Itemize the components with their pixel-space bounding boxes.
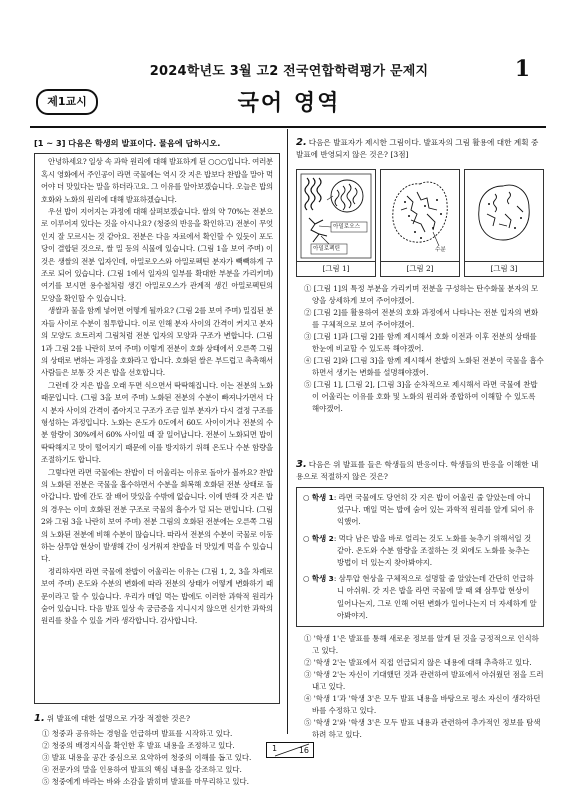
figure-2 [380,169,460,277]
answer-option[interactable]: ⑤ [그림 1], [그림 2], [그림 3]을 순차적으로 제시해서 라면 국물에 찬밥이 어울리는 이유를 호화 및 노화의 원리와 종합하여 이해할 수 있도록 해야겠어. [304,380,538,413]
answer-option[interactable]: ④ '학생 1'과 '학생 3'은 모두 발표 내용을 바탕으로 평소 자신이 생각하던 바를 수정하고 있다. [304,694,541,716]
passage-paragraph: 생쌀과 물을 함께 넣어면 어떻게 될까요? (그림 2를 보여 주며) 밀집된 분자들 사이로 수분이 침투합니다. 이로 인해 분자 사이의 간격이 커지고 분자의 모양도 흐트러져 그림처럼 전분 입자의 모양과 구조가 변합니다. (그림 1과 그림 2를 나란히 보여 주며) 이렇게 전분이 호화 상태에서 오른쪽 그림의 상태로 변하는 과정을 호화라고 합니다. 호화된 쌀은 부드럽고 촉촉해서 사람들은 보통 갓 지은 밥을 선호합니다. [41,306,273,378]
current-page: 1 [272,744,278,753]
subject-title: 국어 영역 [237,91,341,116]
passage-paragraph: 안녕하세요? 일상 속 과학 원리에 대해 발표하게 된 ○○○입니다. 여러분 혹시 영화에서 주인공이 라면 국물에는 역시 갓 지은 밥보다 찬밥을 말아 먹어야 더 맛있다는 말을 하더라고요. 그 이유를 알아보겠습니다. 오늘은 밥의 호화와 노화의 원리에 대해 발표하겠습니다. [41,157,273,204]
starch-granule-retrograded-illustration [465,170,543,262]
answer-option[interactable]: ③ 발표 내용을 공간 중심으로 요약하여 청중의 이해를 돕고 있다. [42,753,252,763]
answer-option[interactable]: ⑤ 청중에게 바라는 바와 소감을 밝히며 발표를 마무리하고 있다. [42,777,250,787]
passage-paragraph: 정리하자면 라면 국물에 찬밥이 어울리는 이유는 (그림 1, 2, 3을 차례로 보여 주며) 온도와 수분의 변화에 따라 전분의 상태가 어떻게 변화하기 때문이라고 할 수 있습니다. 우리가 매일 먹는 밥에도 이러한 과학적 원리가 숨어 있습니다. 다음 발표 일상 속 궁금증을 지니시지 않으면 신기한 과학의 원리를 찾을 수 있을 거라 생각합니다. 감사합니다. [41,566,273,626]
answer-option[interactable]: ① '학생 1'은 발표를 통해 새로운 정보를 알게 된 것을 긍정적으로 인식하고 있다. [304,634,539,656]
answer-option[interactable]: ④ [그림 2]와 [그림 3]을 함께 제시해서 찬밥의 노화된 전분이 국물을 흡수하면서 생기는 변화를 설명해야겠어. [304,356,544,377]
divider-slash-icon [271,743,317,757]
passage-paragraph: 그런데 갓 지은 밥을 오래 두면 식으면서 딱딱해집니다. 이는 전분의 노화 때문입니다. (그림 3을 보여 주며) 노화된 전분의 수분이 빠져나가면서 다시 분자 사이의 간격이 좁아지고 구조가 조금 일부 분자가 다시 결정 구조를 형성하는 과정입니다. 노화는 온도가 0도에서 60도 사이이거나 전분의 수분 함량이 30%에서 60% 사이일 때 잘 일어납니다. 전분이 노화되면 밥이 딱딱해지고 맛이 떨어지기 때문에 이를 방지하기 위해 온도나 수분 함량을 조절하기도 합니다. [41,380,273,465]
answer-option[interactable]: ① [그림 1]의 특정 부분을 가리키며 전분을 구성하는 탄수화물 분자의 모양을 상세하게 보여 주어야겠어. [304,284,539,305]
answer-option[interactable]: ③ '학생 2'는 자신이 기대했던 것과 관련하여 발표에서 아쉬웠던 점을 드러내고 있다. [304,670,544,692]
reaction-text: : 먹다 남은 밥을 바로 얼리는 것도 노화를 늦추기 위해서일 것 같아. 온도와 수분 함량을 조절하는 것 외에도 노화를 늦추는 방법이 더 있는지 찾아봐야지. [333,533,532,568]
question-number: 3. [296,459,307,470]
question-number: 2. [296,137,307,148]
student-reaction: ○ 학생 2: 먹다 남은 밥을 바로 얼리는 것도 노화를 늦추기 위해서일 것 같아. 온도와 수분 함량을 조절하는 것 외에도 노화를 늦추는 방법이 더 있는지 찾아봐야지. [303,533,532,568]
exam-title: 2024학년도 3월 고2 전국연합학력평가 문제지 [149,64,429,79]
passage-heading: [1 ~ 3] 다음은 학생의 발표이다. 물음에 답하시오. [34,138,221,148]
right-column [296,137,544,741]
passage-paragraph: 그렇다면 라면 국물에는 찬밥이 더 어울리는 이유로 돌아가 볼까요? 찬밥의 노화된 전분은 국물을 흡수하면서 수분을 회복해 호화된 전분 상태로 돌아갑니다. 밥에 간도 잘 배어 맛있을 수밖에 없습니다. 이에 반해 갓 지은 밥의 경우는 이미 호화된 전분 구조로 국물의 흡수가 덜 되는 편입니다. (그림 2와 그림 3을 나란히 보여 주며) 전분 그림의 호화된 전분에는 오른쪽 그림의 노화된 전분에 비해 수분이 많습니다. 따라서 전분의 수분이 국물로 이동하는 삼투압 현상이 발생해 간이 싱거워져 찬밥을 더 맛있게 먹을 수 있습니다. [41,467,273,564]
student-label: 학생 3 [311,574,334,584]
answer-option[interactable]: ② 청중의 배경지식을 확인한 후 발표 내용을 조정하고 있다. [42,741,235,751]
total-pages: 16 [298,746,309,755]
figure-label: 아밀로펙틴 [313,246,341,252]
column-divider [287,129,288,734]
student-label: 학생 1 [311,493,334,502]
answer-option[interactable]: ② '학생 2'는 발표에서 직접 언급되지 않은 내용에 대해 추측하고 있다. [304,658,532,668]
reaction-text: : 라면 국물에도 당연히 갓 지은 밥이 어울린 줄 알았는데 아니었구나. 매일 먹는 밥에 숨어 있는 과학적 원리를 알게 되어 유익했어. [333,493,535,527]
figure-caption: [그림 1] [297,261,375,276]
figure-caption: [그림 3] [465,261,543,276]
answer-option[interactable]: ⑤ '학생 2'와 '학생 3'은 모두 발표 내용과 관련하여 추가적인 정보를 탐색하려 하고 있다. [304,718,541,740]
figure-3 [464,169,544,277]
answer-option[interactable]: ④ 전문가의 말을 인용하여 발표의 핵심 내용을 강조하고 있다. [42,765,242,775]
left-column [34,137,280,788]
question-stem: 위 발표에 대한 설명으로 가장 적절한 것은? [46,714,191,724]
figure-label: 수분 [435,247,446,253]
passage-paragraph: 우선 밥이 지어지는 과정에 대해 살펴보겠습니다. 쌀의 약 70%는 전분으로 이루어져 있다는 것을 아시나요? (청중의 반응을 확인하고) 전분이 무엇인지 잘 모르시는 것 같아요. 전분은 다음 자료에서 확인할 수 있듯이 포도당이 결합된 것으로, 쌀 밀 등의 식물에 있습니다. (그림 1을 보여 주며) 이것은 생쌀의 전분 입자인데, 아밀로오스와 아밀로펙틴 분자가 빽빽하게 구조로 되어 있습니다. (그림 1에서 일자의 일부를 확대한 부분을 가리키며) 여기를 보시면 용수철처럼 생긴 아밀로오스가 관계적 생긴 아밀로펙틴의 모양을 확인할 수 있습니다. [41,207,273,303]
reaction-box [296,487,544,627]
reaction-text: : 삼투압 현상을 구체적으로 설명할 줄 알았는데 간단히 언급하니 아쉬워. 갓 지은 밥을 라면 국물에 말 때 왜 삼투압 현상이 일어나는지, 그로 인해 어떤 변화가 일어나는지 더 자세하게 알아봐야지. [333,574,537,620]
question-stem: 다음은 위 발표를 들은 학생들의 반응이다. 학생들의 반응을 이해한 내용으로 적절하지 않은 것은? [296,460,539,481]
passage-box [34,153,280,704]
answer-option[interactable]: ① 청중과 공유하는 경험을 언급하며 발표를 시작하고 있다. [42,729,233,739]
figure-1 [296,169,376,277]
page-counter [266,742,314,758]
student-reaction: ○ 학생 3: 삼투압 현상을 구체적으로 설명할 줄 알았는데 간단히 언급하니 아쉬워. 갓 지은 밥을 라면 국물에 말 때 왜 삼투압 현상이 일어나는지, 그로 인해 어떤 변화가 일어나는지 더 자세하게 알아봐야지. [303,574,537,620]
question-number: 1. [34,713,45,725]
student-label: 학생 2 [311,533,334,543]
answer-option[interactable]: ③ [그림 1]과 [그림 2]를 함께 제시해서 호화 이전과 이후 전분의 상태를 한눈에 비교할 수 있도록 해야겠어. [304,332,537,353]
question-2 [296,137,544,415]
header-rule [30,126,546,128]
figure-label: 아밀로오스 [333,224,361,230]
figure-row [296,169,544,277]
answer-option[interactable]: ② [그림 2]를 활용하여 전분의 호화 과정에서 나타나는 전분 입자의 변화를 구체적으로 보여 주어야겠어. [304,308,539,329]
page-number: 1 [514,56,530,82]
question-3 [296,459,544,741]
student-reaction: ○ 학생 1: 라면 국물에도 당연히 갓 지은 밥이 어울린 줄 알았는데 아니었구나. 매일 먹는 밥에 숨어 있는 과학적 원리를 알게 되어 유익했어. [303,493,535,527]
question-1 [34,713,280,788]
figure-caption: [그림 2] [381,261,459,276]
session-badge: 제1교시 [36,89,98,115]
question-stem: 다음은 발표자가 제시한 그림이다. 발표자의 그림 활용에 대한 계획 중 발표에 반영되지 않은 것은? [3점] [296,138,539,159]
starch-granule-gelatinized-illustration [381,170,459,262]
